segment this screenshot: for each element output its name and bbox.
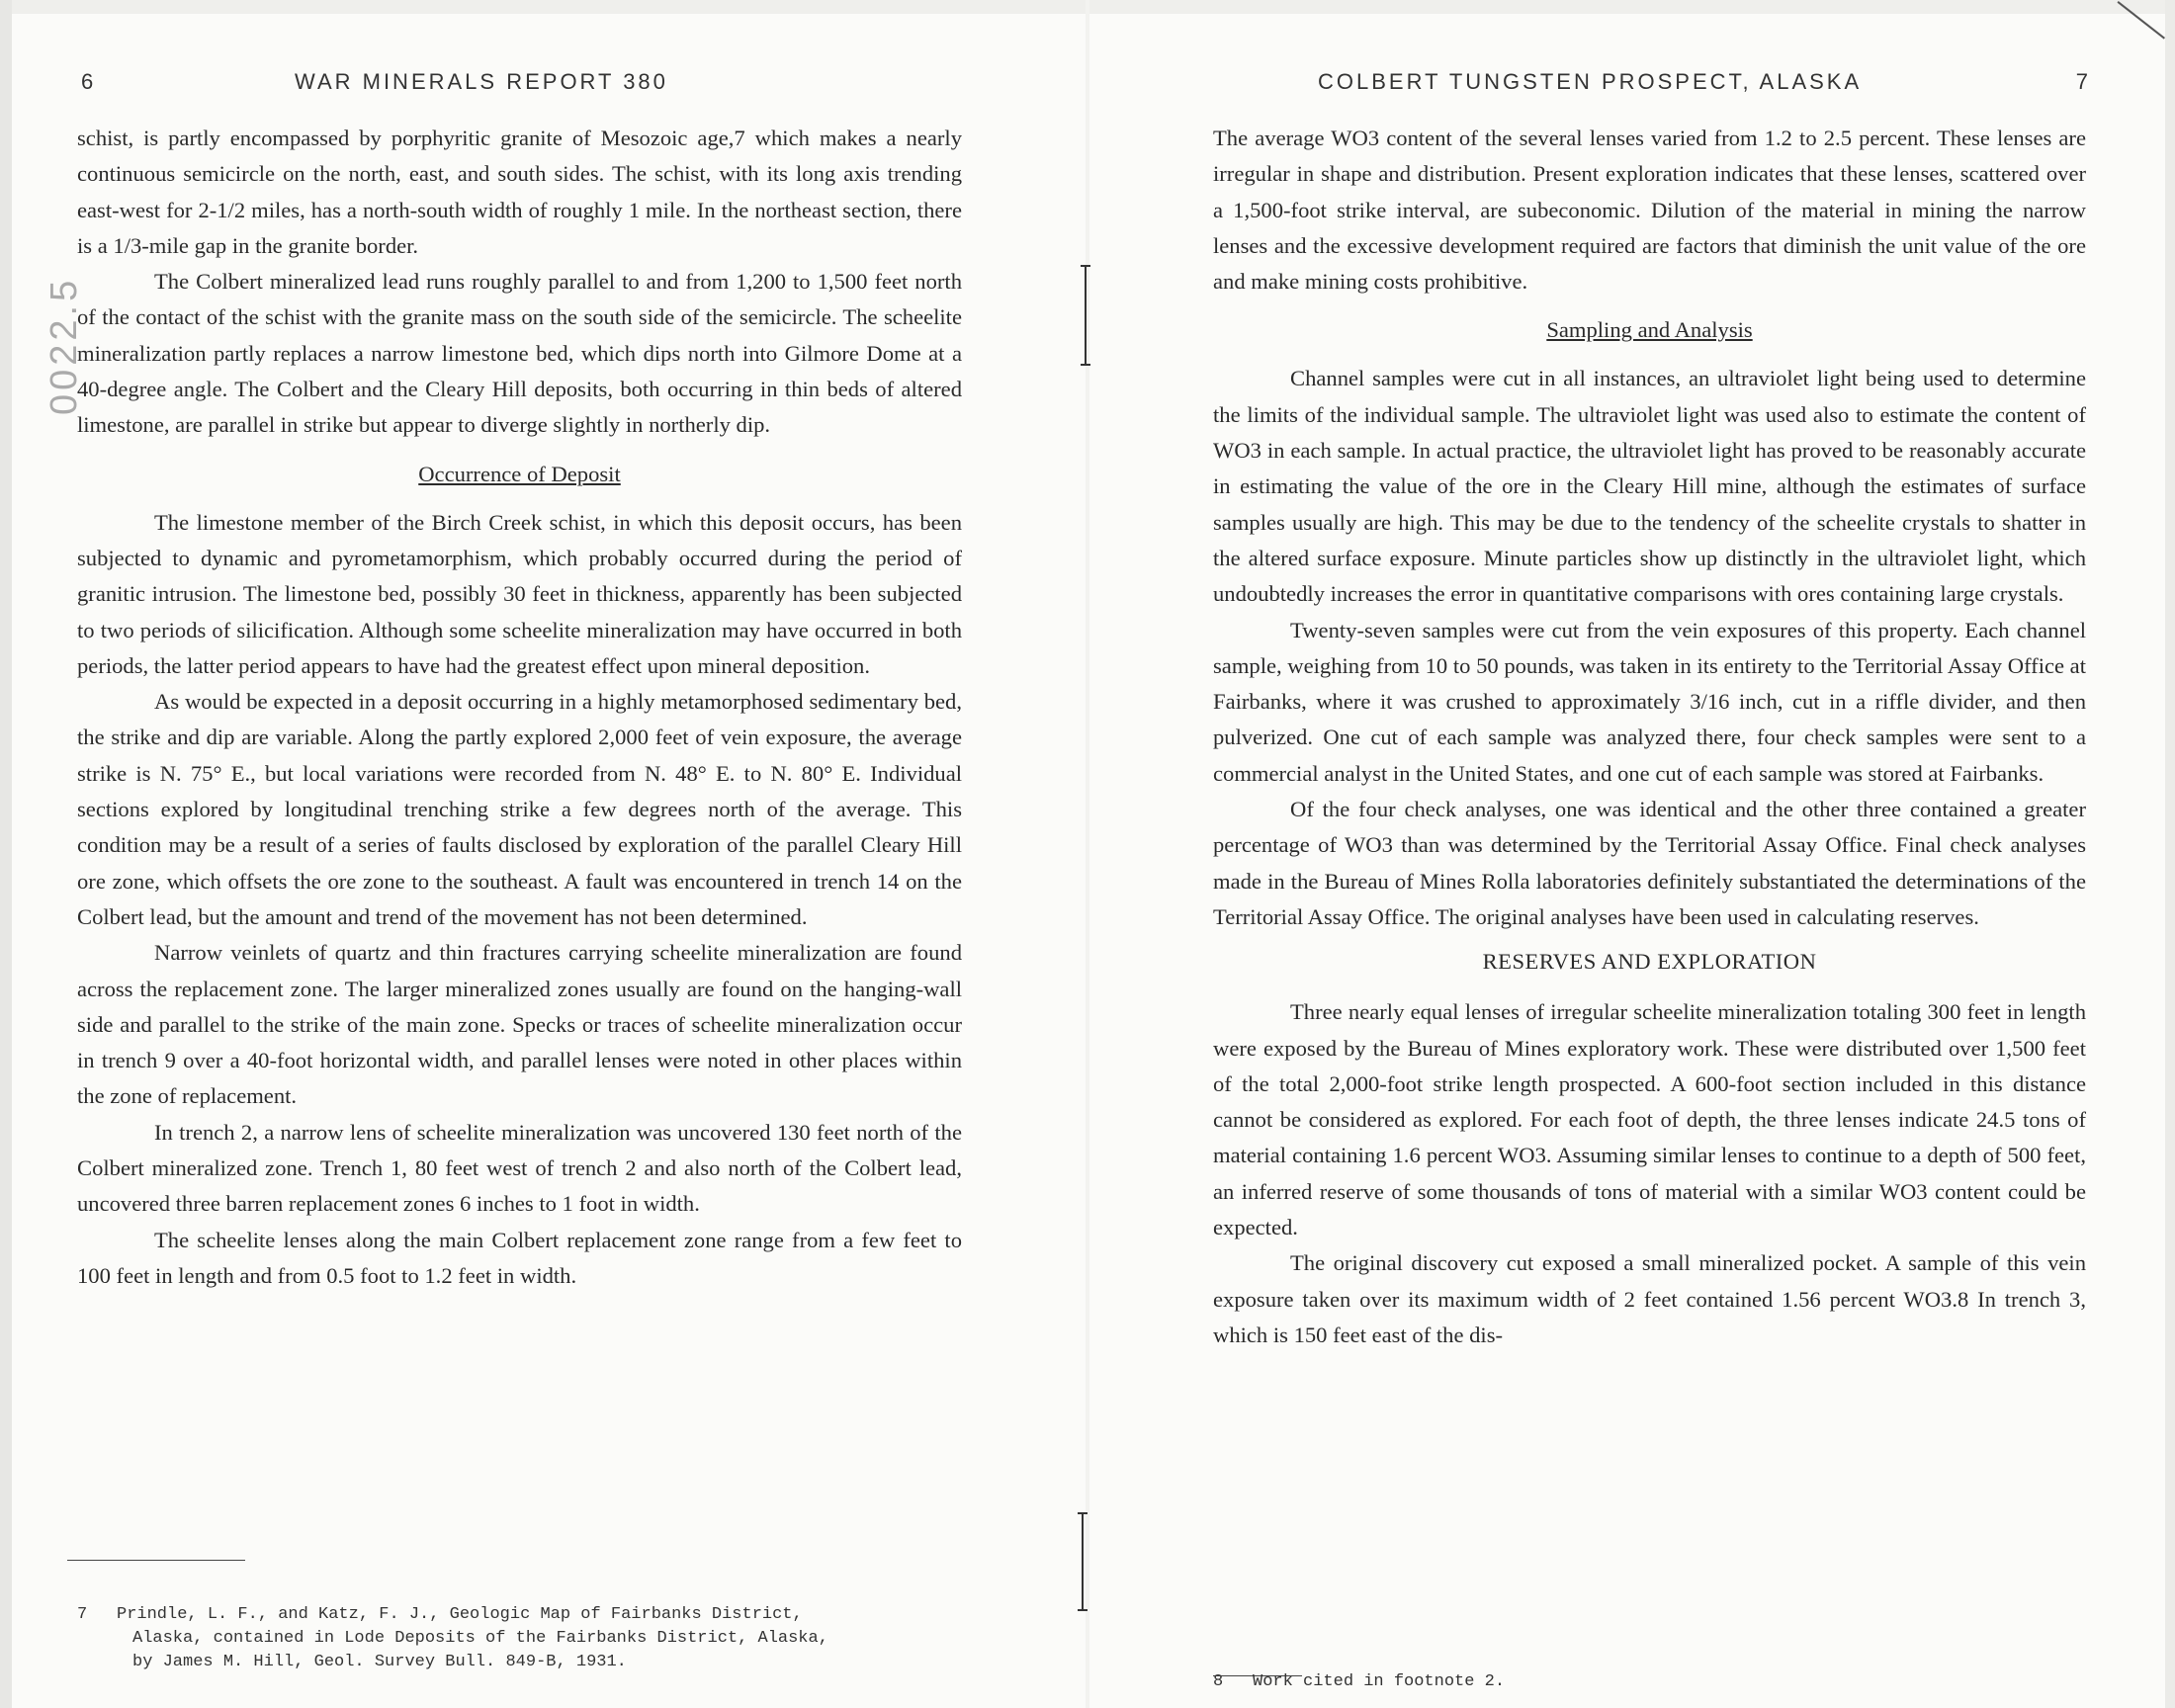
- footnote-text: Alaska, contained in Lode Deposits of the Fairbanks District, Alaska,: [132, 1629, 828, 1648]
- margin-bracket-mark: [1082, 1512, 1089, 1611]
- footnote-text: Work cited in footnote 2.: [1253, 1672, 1506, 1691]
- scan-edge-left: [0, 0, 12, 1708]
- right-page: [1213, 0, 2091, 1708]
- scan-edge-right: [2165, 0, 2175, 1708]
- page-number: 6: [81, 69, 97, 94]
- left-running-head: [77, 69, 962, 99]
- paragraph: As would be expected in a deposit occurring in a highly metamorphosed sedimentary bed, the strike and dip are variable. Along the partly explored 2,000 feet of vein exposure, the average strike is N. 75° E., but local variations were recorded from N. 48° E. to N. 80° E. Individual sections explored by longitudinal trenching strike a few degrees north of the average. This condition may be a result of a series of faults disclosed by exploration of the parallel Cleary Hill ore zone, which offsets the ore zone to the southeast. A fault was encountered in trench 14 on the Colbert lead, but the amount and trend of the movement has not been determined.: [77, 689, 962, 929]
- right-running-head: [1213, 69, 2091, 99]
- paragraph: The original discovery cut exposed a small mineralized pocket. A sample of this vein exposure taken over its maximum width of 2 feet contained 1.56 percent WO3.8 In trench 3, which is 150 feet east of the dis-: [1213, 1250, 2086, 1347]
- left-page: [77, 0, 962, 1708]
- footnote-text: by James M. Hill, Geol. Survey Bull. 849-B, 1931.: [132, 1653, 627, 1671]
- margin-bracket-mark: [1085, 265, 1092, 366]
- section-heading: RESERVES AND EXPLORATION: [1482, 949, 1817, 975]
- footnote-mark: 7: [77, 1605, 88, 1624]
- footnote: [77, 1603, 962, 1674]
- section-heading: Occurrence of Deposit: [418, 461, 621, 486]
- paragraph: Twenty-seven samples were cut from the vein exposures of this property. Each channel sample, weighing from 10 to 50 pounds, was taken in its entirety to the Territorial Assay Office at Fairbanks, where it was crushed to approximately 3/16 inch, cut in a riffle divider, and then pulverized. One cut of each sample was analyzed there, four check samples were sent to a commercial analyst in the United States, and one cut of each sample was stored at Fairbanks.: [1213, 617, 2086, 786]
- margin-stamp: 0022.5: [44, 276, 85, 415]
- running-title: COLBERT TUNGSTEN PROSPECT, ALASKA: [1318, 69, 1863, 94]
- footnote-rule: [67, 1560, 245, 1561]
- paragraph: The limestone member of the Birch Creek schist, in which this deposit occurs, has been subjected to dynamic and pyrometamorphism, which probably occurred during the period of granitic intrusion. The limestone bed, possibly 30 feet in thickness, apparently has been subjected to two periods of silicification. Although some scheelite mineralization may have occurred in both periods, the latter period appears to have had the greatest effect upon mineral deposition.: [77, 509, 962, 678]
- page-number: 7: [2075, 69, 2091, 94]
- paragraph: In trench 2, a narrow lens of scheelite mineralization was uncovered 130 feet north of the Colbert mineralized zone. Trench 1, 80 feet west of trench 2 and also north of the Colbert lead, uncovered three barren replacement zones 6 inches to 1 foot in width.: [77, 1119, 962, 1217]
- footnote-text: Prindle, L. F., and Katz, F. J., Geologic Map of Fairbanks District,: [117, 1605, 803, 1624]
- paragraph: The average WO3 content of the several lenses varied from 1.2 to 2.5 percent. These lenses are irregular in shape and distribution. Present exploration indicates that these lenses, scattered over a 1,500-foot strike interval, are subeconomic. Dilution of the material in mining the narrow lenses and the excessive development required are factors that diminish the unit value of the ore and make mining costs prohibitive.: [1213, 126, 2086, 295]
- paragraph: schist, is partly encompassed by porphyritic granite of Mesozoic age,7 which makes a nearly continuous semicircle on the north, east, and south sides. The schist, with its long axis trending east-west for 2-1/2 miles, has a north-south width of roughly 1 mile. In the northeast section, there is a 1/3-mile gap in the granite border.: [77, 126, 962, 258]
- footnote: [1213, 1670, 2086, 1694]
- paragraph: The scheelite lenses along the main Colbert replacement zone range from a few feet to 100 feet in length and from 0.5 foot to 1.2 feet in width.: [77, 1227, 962, 1288]
- running-title: WAR MINERALS REPORT 380: [295, 69, 668, 94]
- footnote-mark: 8: [1213, 1672, 1224, 1691]
- paragraph: Narrow veinlets of quartz and thin fractures carrying scheelite mineralization are found across the replacement zone. The larger mineralized zones usually are found on the hanging-wall side and parallel to the strike of the main zone. Specks or traces of scheelite mineralization occur in trench 9 over a 40-foot horizontal width, and parallel lenses were noted in other places within the zone of replacement.: [77, 940, 962, 1109]
- paragraph: Three nearly equal lenses of irregular scheelite mineralization totaling 300 feet in length were exposed by the Bureau of Mines exploratory work. These were distributed over 1,500 feet of the total 2,000-foot strike length prospected. A 600-foot section included in this distance cannot be considered as explored. For each foot of depth, the three lenses indicate 24.5 tons of material containing 1.6 percent WO3. Assuming similar lenses to continue to a depth of 500 feet, an inferred reserve of some thousands of tons of material with a similar WO3 content could be expected.: [1213, 999, 2086, 1240]
- paragraph: Channel samples were cut in all instances, an ultraviolet light being used to determine the limits of the individual sample. The ultraviolet light was used also to estimate the content of WO3 in each sample. In actual practice, the ultraviolet light has proved to be reasonably accurate in estimating the value of the ore in the Cleary Hill mine, although the estimates of surface samples usually are high. This may be due to the tendency of the scheelite crystals to shatter in the altered surface exposure. Minute particles show up distinctly in the ultraviolet light, which undoubtedly increases the error in quantitative comparisons with ores containing large crystals.: [1213, 366, 2086, 607]
- right-page-body: [1213, 121, 2086, 1353]
- paragraph: The Colbert mineralized lead runs roughly parallel to and from 1,200 to 1,500 feet north of the contact of the schist with the granite mass on the south side of the semicircle. The scheelite mineralization partly replaces a narrow limestone bed, which dips north into Gilmore Dome at a 40-degree angle. The Colbert and the Cleary Hill deposits, both occurring in thin beds of altered limestone, are parallel in strike but appear to diverge slightly in northerly dip.: [77, 269, 962, 438]
- section-heading: Sampling and Analysis: [1546, 317, 1753, 343]
- paragraph: Of the four check analyses, one was identical and the other three contained a greater percentage of WO3 than was determined by the Territorial Assay Office. Final check analyses made in the Bureau of Mines Rolla laboratories definitely substantiated the determinations of the Territorial Assay Office. The original analyses have been used in calculating reserves.: [1213, 797, 2086, 929]
- book-gutter: [1086, 0, 1089, 1708]
- left-page-body: [77, 121, 962, 1294]
